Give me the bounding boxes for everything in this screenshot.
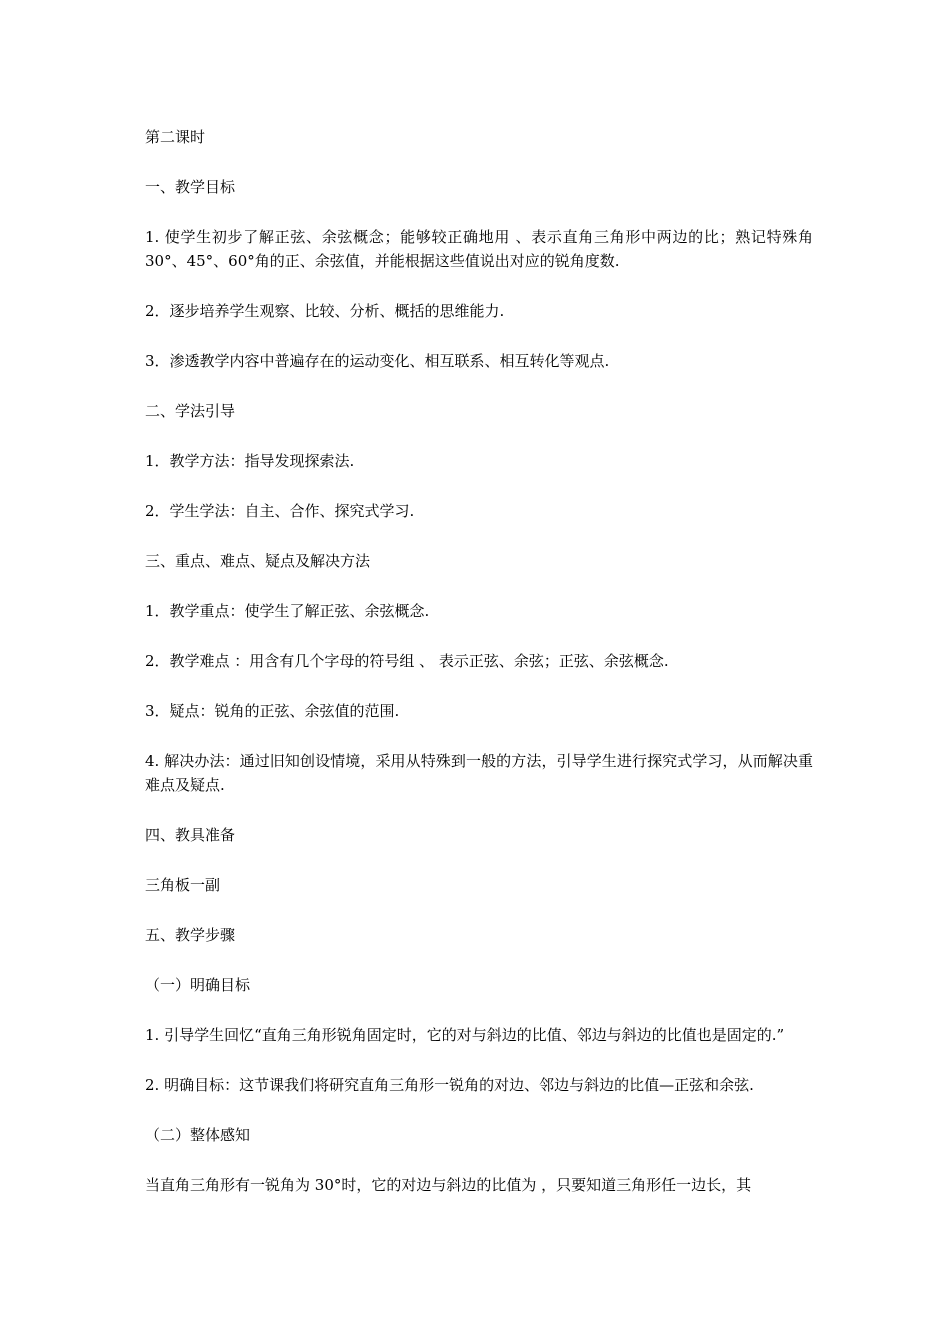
section-heading-key-points: 三、重点、难点、疑点及解决方法: [145, 552, 371, 570]
section-heading-method: 二、学法引导: [145, 402, 236, 420]
key-point-item-2: 2．教学难点 ：用含有几个字母的符号组 、 表示正弦、余弦；正弦、余弦概念.: [145, 652, 669, 670]
materials-text: 三角板一副: [145, 876, 221, 894]
body-text-overview: 当直角三角形有一锐角为 30°时，它的对边与斜边的比值为 ，只要知道三角形任一边长，其: [145, 1176, 752, 1194]
section-heading-steps: 五、教学步骤: [145, 926, 236, 944]
section-heading-objectives: 一、教学目标: [145, 178, 236, 196]
key-point-item-1: 1．教学重点：使学生了解正弦、余弦概念.: [145, 602, 430, 620]
step-item-1: 1. 引导学生回忆“直角三角形锐角固定时，它的对与斜边的比值、邻边与斜边的比值也是固定的.”: [145, 1026, 785, 1044]
subsection-heading-1: （一）明确目标: [145, 976, 251, 994]
section-heading-materials: 四、教具准备: [145, 826, 236, 844]
document-page: [145, 125, 813, 1197]
subsection-heading-2: （二）整体感知: [145, 1126, 251, 1144]
objective-item-1: 1. 使学生初步了解正弦、余弦概念；能够较正确地用 、表示直角三角形中两边的比；熟记特殊角 30°、45°、60°角的正、余弦值，并能根据这些值说出对应的锐角度数.: [145, 228, 813, 270]
step-item-2: 2. 明确目标：这节课我们将研究直角三角形一锐角的对边、邻边与斜边的比值—正弦和余弦.: [145, 1076, 754, 1094]
method-item-2: 2．学生学法：自主、合作、探究式学习.: [145, 502, 415, 520]
lesson-title: 第二课时: [145, 128, 206, 146]
objective-item-2: 2．逐步培养学生观察、比较、分析、概括的思维能力.: [145, 302, 505, 320]
objective-item-3: 3．渗透教学内容中普遍存在的运动变化、相互联系、相互转化等观点.: [145, 352, 610, 370]
method-item-1: 1．教学方法：指导发现探索法.: [145, 452, 355, 470]
key-point-item-4: 4. 解决办法：通过旧知创设情境，采用从特殊到一般的方法，引导学生进行探究式学习，从而解决重难点及疑点.: [145, 752, 813, 794]
key-point-item-3: 3．疑点：锐角的正弦、余弦值的范围.: [145, 702, 400, 720]
